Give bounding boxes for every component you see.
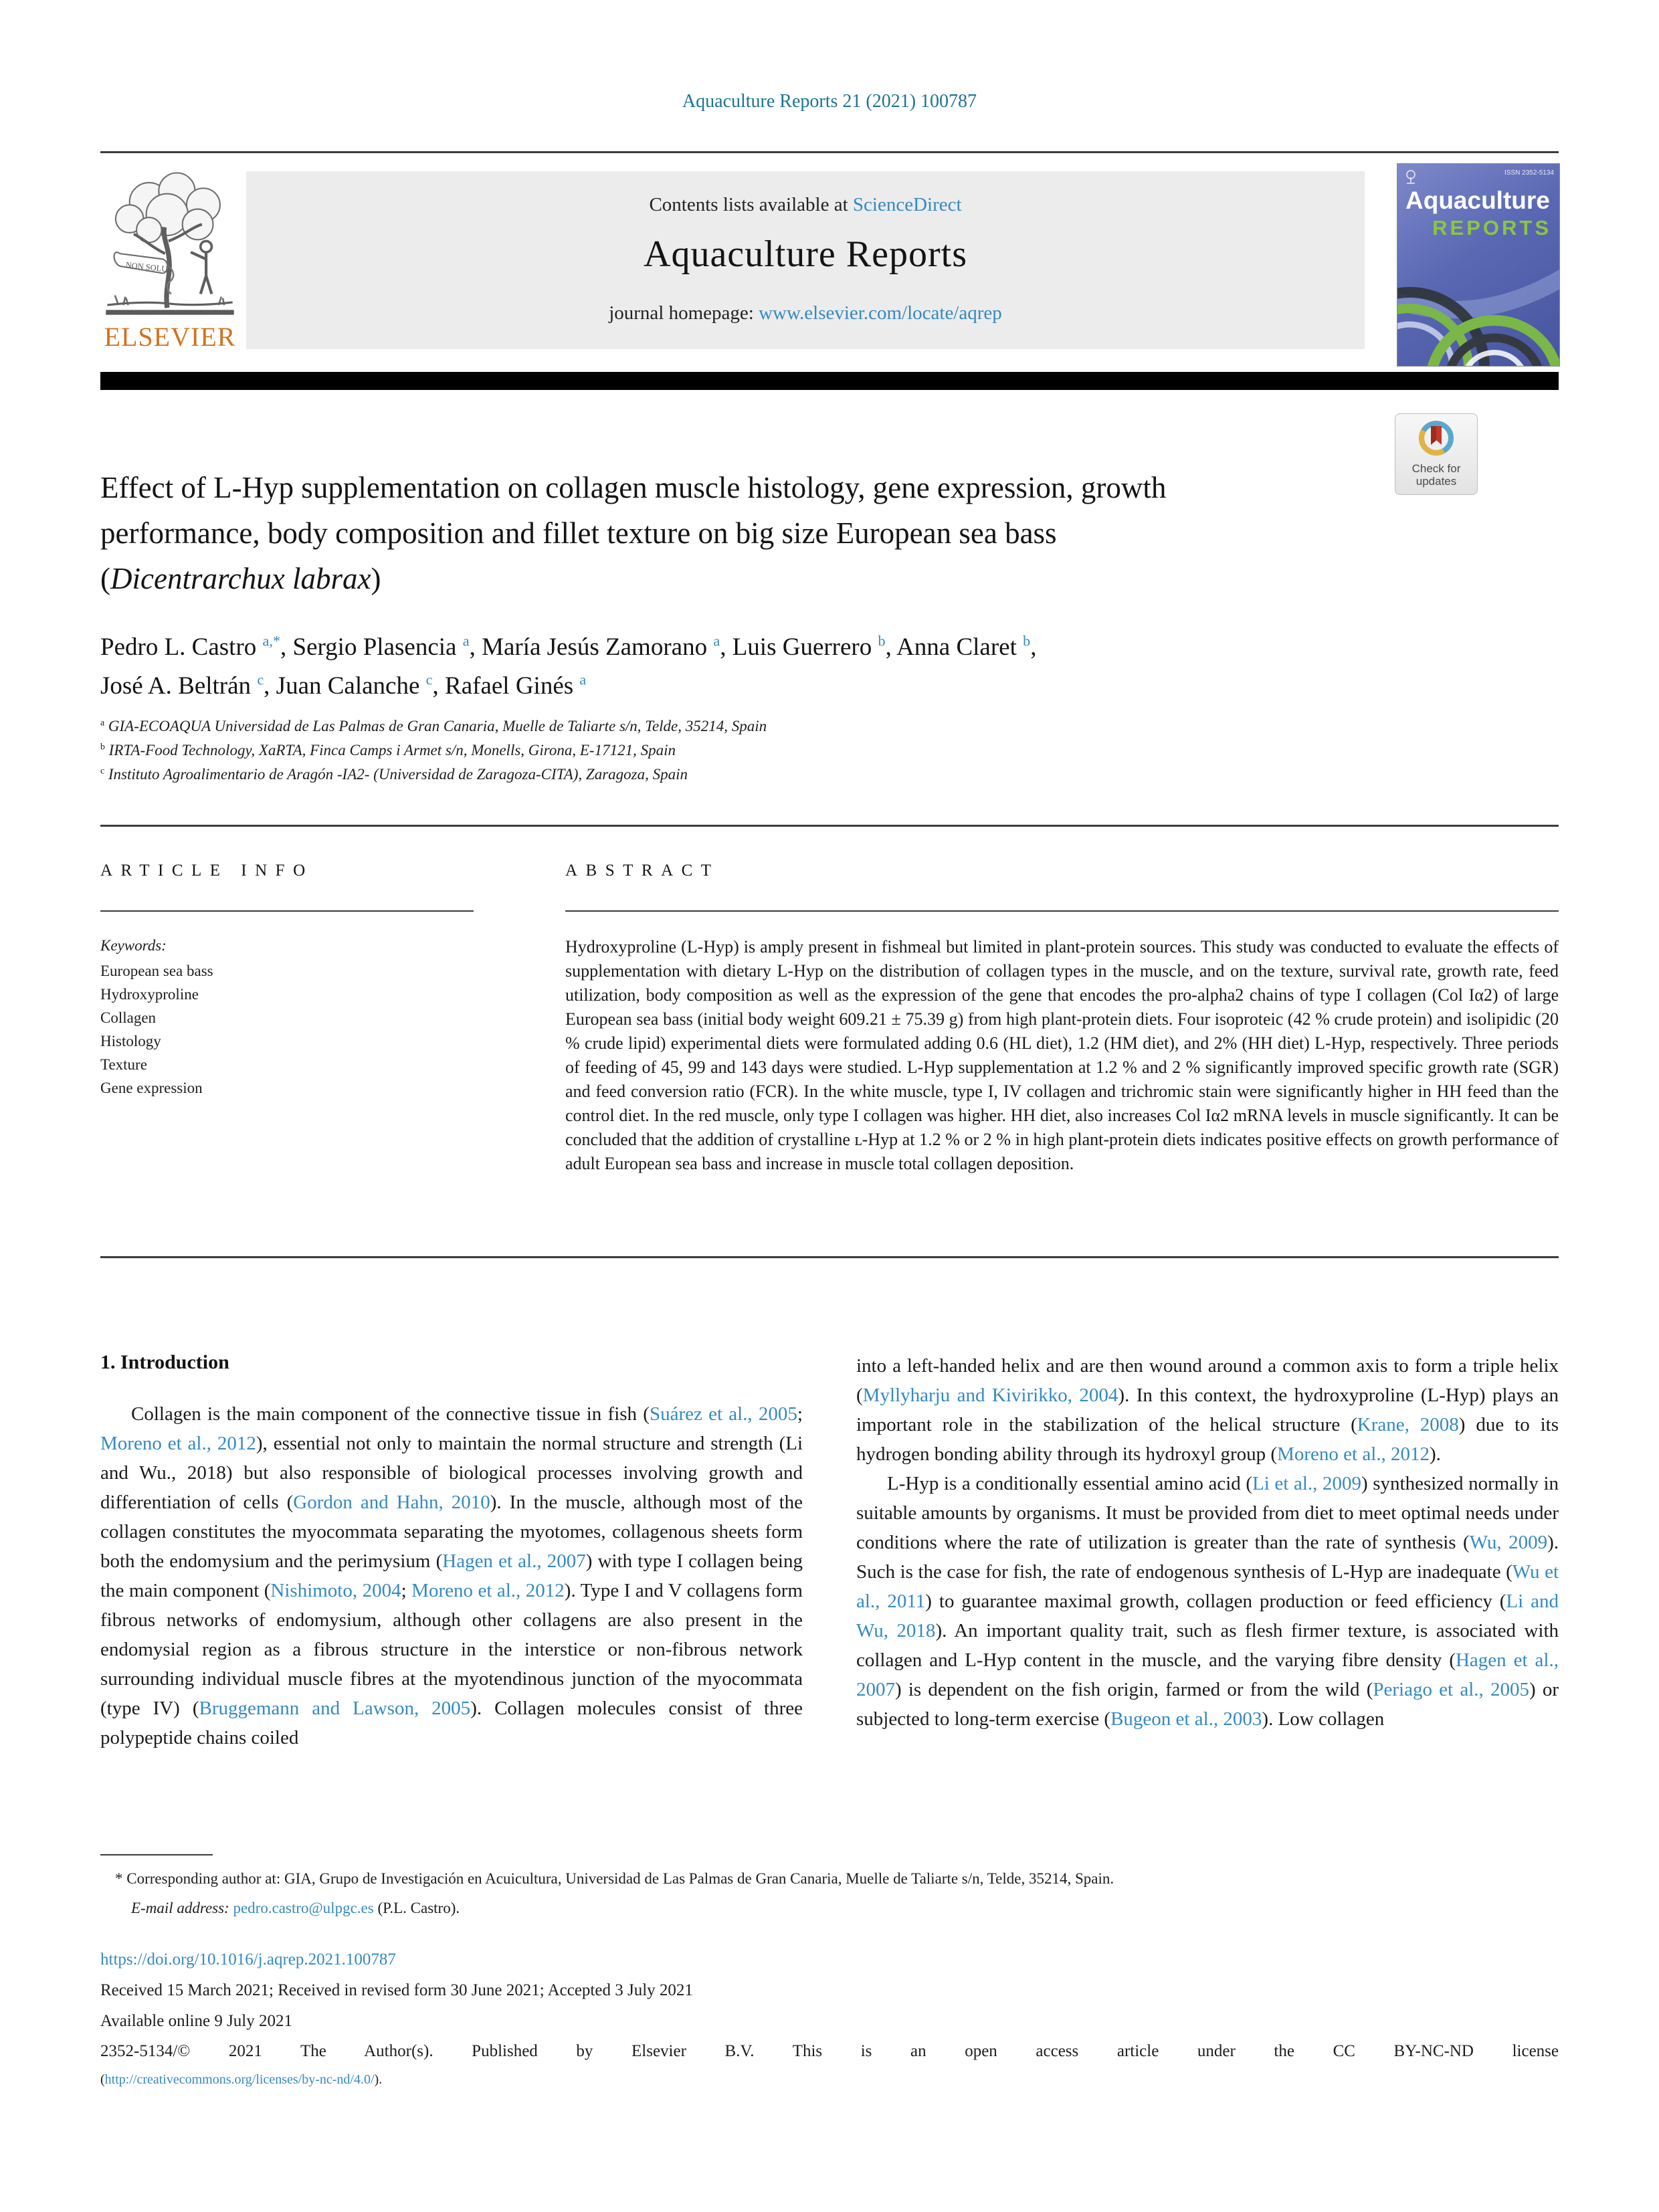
- abstract-body: Hydroxyproline (L-Hyp) is amply present in fishmeal but limited in plant-protein sources. This study was conducted to evaluate the effects of supplementation with dietary L-Hyp on the distribution of collagen types in the muscle, and on the texture, survival rate, growth rate, feed utilization, body composition as well as the expression of the gene that encodes the pro-alpha2 chains of type I collagen (Col Iα2) of large European sea bass (initial body weight 609.21 ± 75.39 g) from high plant-protein diets. Four isoproteic (42 % crude protein) and isolipidic (20 % crude lipid) experimental diets were formulated adding 0.6 (HL diet), 1.2 (HM diet), and 2% (HH diet) L-Hyp, respectively. Three periods of feeding of 45, 99 and 143 days were studied. L-Hyp supplementation at 1.2 % and 2 % significantly improved specific growth rate (SGR) and feed conversion ratio (FCR). In the white muscle, type I, IV collagen and trichromic stain were significantly higher in HH feed than the control diet. In the red muscle, only type I collagen was higher. HH diet, also increases Col Iα2 mRNA levels in muscle significantly. It can be concluded that the addition of crystalline ʟ-Hyp at 1.2 % or 2 % in high plant-protein diets indicates positive effects on growth performance of adult European sea bass and increase in muscle total collagen deposition.: [565, 937, 1559, 1173]
- intro-right-column: [856, 1351, 1559, 1846]
- elsevier-logo: [100, 169, 239, 350]
- citation-link[interactable]: Moreno et al., 2012: [411, 1580, 565, 1601]
- journal-title: Aquaculture Reports: [644, 233, 967, 275]
- info-block-top-rule: [100, 825, 1559, 827]
- cover-issn: ISSN 2352-5134: [1504, 169, 1554, 177]
- intro-right-paragraph-2: L-Hyp is a conditionally essential amino acid (Li et al., 2009) synthesized normally in suitable amounts by organisms. It must be provided from diet to meet optimal needs under conditions where the rate of utilization is greater than the rate of synthesis (Wu, 2009). Such is the case for fish, the rate of endogenous synthesis of L-Hyp are inadequate (Wu et al., 2011) to guarantee maximal growth, collagen production or feed efficiency (Li and Wu, 2018). An important quality trait, such as flesh firmer texture, is associated with collagen and L-Hyp content in the muscle, and the varying fibre density (Hagen et al., 2007) is dependent on the fish origin, farmed or from the wild (Periago et al., 2005) or subjected to long-term exercise (Bugeon et al., 2003). Low collagen: [856, 1473, 1559, 1730]
- sciencedirect-link[interactable]: ScienceDirect: [852, 194, 962, 215]
- affiliation-marker: a: [100, 717, 105, 728]
- cover-title-line2: REPORTS: [1432, 216, 1551, 239]
- footnote-rule: [100, 1854, 213, 1855]
- citation-link[interactable]: Moreno et al., 2012: [1277, 1443, 1430, 1465]
- elsevier-wordmark: ELSEVIER: [104, 322, 236, 352]
- issn-license-line: 2352-5134/© 2021 The Author(s). Published by Elsevier B.V. This is an open access article under the CC BY-NC-ND license: [100, 2042, 1559, 2060]
- keyword-item: Hydroxyproline: [100, 986, 199, 1003]
- doi-link[interactable]: https://doi.org/10.1016/j.aqrep.2021.100787: [100, 1950, 396, 1969]
- citation-link[interactable]: Suárez et al., 2005: [649, 1403, 797, 1425]
- abstract-rule: [565, 910, 1559, 912]
- affiliation-a: [100, 714, 1559, 738]
- journal-masthead: [246, 171, 1365, 349]
- keyword-item: Collagen: [100, 1009, 157, 1026]
- article-info-heading: ARTICLE INFO: [100, 862, 314, 880]
- header-top-rule: [100, 151, 1559, 153]
- affiliation-marker: c: [100, 765, 105, 776]
- cover-title-line1: Aquaculture: [1405, 187, 1550, 214]
- license-url-line: (http://creativecommons.org/licenses/by-nc-nd/4.0/).: [100, 2072, 383, 2087]
- author-affil-ref[interactable]: a: [462, 632, 470, 649]
- article-info-rule: [100, 910, 474, 912]
- check-for-updates-label: Check for updates: [1411, 462, 1461, 488]
- citation-link[interactable]: Bruggemann and Lawson, 2005: [199, 1698, 471, 1719]
- intro-right-paragraph-1: into a left-handed helix and are then wound around a common axis to form a triple helix (Myllyharju and Kivirikko, 2004). In this context, the hydroxyproline (L-Hyp) plays an important role in the stabilization of the helical structure (Krane, 2008) due to its hydrogen bonding ability through its hydroxyl group (Moreno et al., 2012).: [856, 1355, 1559, 1465]
- keywords-list: [100, 959, 213, 1100]
- author-affil-ref[interactable]: a: [579, 671, 587, 688]
- keyword-item: Histology: [100, 1033, 161, 1049]
- citation-link[interactable]: Bugeon et al., 2003: [1110, 1708, 1262, 1730]
- authors-line-1: Pedro L. Castro $^{a,*}$, Sergio Plasencia $^a$, María Jesús Zamorano $^a$, Luis Guerrero $^b$, Anna Claret $^b$,: [100, 632, 1037, 661]
- journal-cover-thumbnail[interactable]: [1397, 163, 1560, 367]
- crossmark-icon: [1415, 418, 1458, 461]
- non-solus-motto: NON SOLUS: [125, 260, 173, 275]
- keyword-item: Texture: [100, 1056, 147, 1073]
- page-header-citation: Aquaculture Reports 21 (2021) 100787: [682, 91, 977, 112]
- citation-link[interactable]: Periago et al., 2005: [1373, 1679, 1529, 1700]
- keywords-label: Keywords:: [100, 937, 167, 954]
- citation-link[interactable]: Nishimoto, 2004: [270, 1580, 401, 1601]
- authors-line-2: José A. Beltrán $^c$, Juan Calanche $^c$, Rafael Ginés $^a$: [100, 671, 587, 700]
- affiliations: [100, 714, 1559, 787]
- citation-link[interactable]: Wu et al., 2011: [856, 1561, 1559, 1612]
- journal-homepage-link[interactable]: www.elsevier.com/locate/aqrep: [759, 302, 1002, 324]
- affiliation-text: GIA-ECOAQUA Universidad de Las Palmas de Gran Canaria, Muelle de Taliarte s/n, Telde, 35214, Spain: [104, 718, 767, 734]
- affiliation-text: IRTA-Food Technology, XaRTA, Finca Camps i Armet s/n, Monells, Girona, E-17121, Spain: [104, 742, 676, 759]
- affiliation-c: [100, 763, 1559, 787]
- email-link[interactable]: pedro.castro@ulpgc.es: [233, 1900, 374, 1916]
- article-title: Effect of L-Hyp supplementation on collagen muscle histology, gene expression, growth performance, body composition and fillet texture on big size European sea bass (Dicentrarchux labrax): [100, 471, 1167, 595]
- keyword-item: European sea bass: [100, 963, 213, 979]
- author-affil-ref[interactable]: c: [257, 671, 264, 688]
- citation-link[interactable]: Myllyharju and Kivirikko, 2004: [862, 1385, 1118, 1406]
- intro-left-column: Collagen is the main component of the connective tissue in fish (Suárez et al., 2005; Moreno et al., 2012), essential not only to maintain the normal structure and strength (Li and Wu., 2018) but also responsible of biological processes involving growth and differentiation of cells (Gordon and Hahn, 2010). In the muscle, although most of the collagen constitutes the myocommata separating the myotomes, collagenous sheets form both the endomysium and the perimysium (Hagen et al., 2007) with type I collagen being the main component (Nishimoto, 2004; Moreno et al., 2012). Type I and V collagens form fibrous networks of endomysium, although other collagens are also present in the endomysial region as a fibrous structure in the interstice or non-fibrous network surrounding individual muscle fibres at the myotendinous junction of the myocommata (type IV) (Bruggemann and Lawson, 2005). Collagen molecules consist of three polypeptide chains coiled: [100, 1403, 803, 1748]
- citation-link[interactable]: Li and Wu, 2018: [856, 1591, 1559, 1641]
- cover-artwork: [1397, 266, 1559, 366]
- affiliation-text: Instituto Agroalimentario de Aragón -IA2- (Universidad de Zaragoza-CITA), Zaragoza, Spain: [104, 766, 688, 783]
- citation-link[interactable]: Li et al., 2009: [1252, 1473, 1361, 1494]
- received-dates: Received 15 March 2021; Received in revised form 30 June 2021; Accepted 3 July 2021: [100, 1981, 693, 1999]
- masthead-separator-bar: [100, 372, 1559, 390]
- citation-link[interactable]: Hagen et al., 2007: [856, 1649, 1559, 1700]
- license-link[interactable]: http://creativecommons.org/licenses/by-nc-nd/4.0/: [104, 2072, 375, 2087]
- author-affil-ref[interactable]: c: [425, 671, 433, 688]
- available-online: Available online 9 July 2021: [100, 2012, 292, 2030]
- affiliation-b: [100, 738, 1559, 763]
- contents-lists-line: Contents lists available at ScienceDirect: [649, 194, 962, 215]
- introduction-heading: 1. Introduction: [100, 1351, 229, 1373]
- journal-homepage-line: journal homepage: www.elsevier.com/locate/aqrep: [609, 302, 1002, 324]
- author-affil-ref[interactable]: b: [878, 632, 886, 649]
- citation-link[interactable]: Wu, 2009: [1469, 1532, 1548, 1553]
- affiliation-marker: b: [100, 741, 105, 752]
- citation-link[interactable]: Hagen et al., 2007: [442, 1550, 586, 1572]
- author-affil-ref[interactable]: a: [713, 632, 720, 649]
- info-block-bottom-rule: [100, 1256, 1559, 1258]
- email-note: E-mail address: pedro.castro@ulpgc.es (P.L. Castro).: [131, 1900, 460, 1916]
- author-affil-ref[interactable]: b: [1023, 632, 1031, 649]
- citation-link[interactable]: Krane, 2008: [1357, 1414, 1459, 1435]
- abstract-heading: ABSTRACT: [565, 862, 720, 880]
- keyword-item: Gene expression: [100, 1080, 203, 1096]
- citation-link[interactable]: Moreno et al., 2012: [100, 1433, 256, 1454]
- elsevier-tree-icon: [100, 169, 239, 317]
- author-affil-ref[interactable]: a,*: [262, 632, 281, 649]
- corresponding-author-note: * Corresponding author at: GIA, Grupo de Investigación en Acuicultura, Universidad de Las Palmas de Gran Canaria, Muelle de Taliarte s/n, Telde, 35214, Spain.: [115, 1870, 1114, 1887]
- citation-link[interactable]: Gordon and Hahn, 2010: [293, 1492, 490, 1513]
- cover-elsevier-mark-icon: [1404, 169, 1418, 185]
- check-for-updates-badge[interactable]: [1395, 413, 1478, 495]
